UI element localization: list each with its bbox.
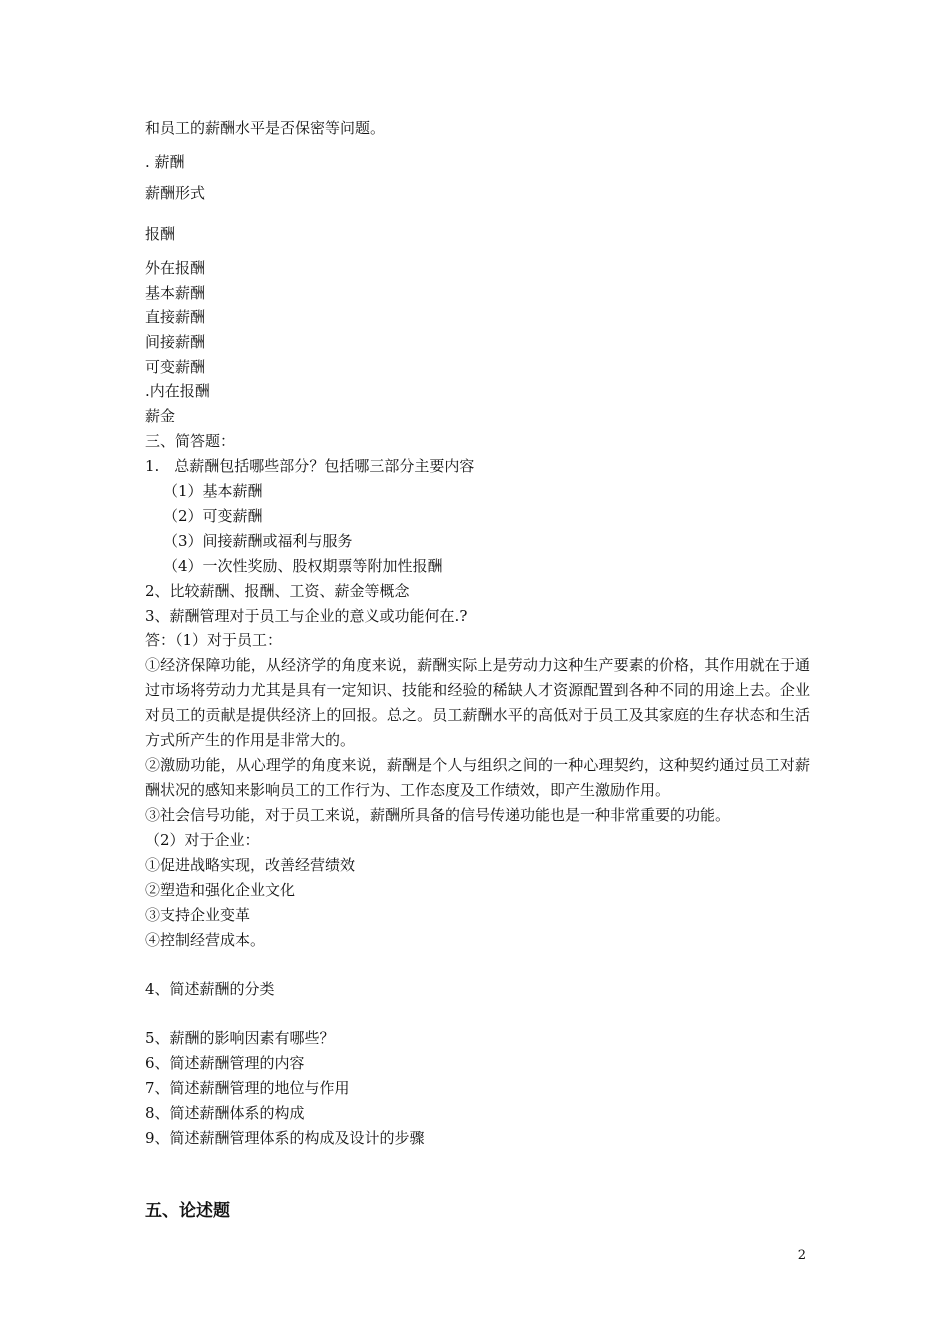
text-line: 外在报酬 [145, 259, 206, 277]
answer-item: （3）间接薪酬或福利与服务 [163, 532, 353, 550]
text-line: ②塑造和强化企业文化 [145, 881, 296, 899]
text-line: 和员工的薪酬水平是否保密等问题。 [145, 119, 386, 137]
text-line: ①促进战略实现，改善经营绩效 [145, 856, 356, 874]
text-line: 直接薪酬 [145, 308, 206, 326]
question-6: 6、简述薪酬管理的内容 [145, 1054, 305, 1072]
answer-item: （4）一次性奖励、股权期票等附加性报酬 [163, 557, 443, 575]
answer-paragraph-1: ①经济保障功能，从经济学的角度来说，薪酬实际上是劳动力这种生产要素的价格，其作用就在于通过市场将劳动力尤其是具有一定知识、技能和经验的稀缺人才资源配置到各种不同的用途上去。企业对员工的贡献是提供经济上的回报。总之。员工薪酬水平的高低对于员工及其家庭的生存状态和生活方式所产生的作用是非常大的。 [145, 656, 810, 749]
question-3: 3、薪酬管理对于员工与企业的意义或功能何在.? [145, 607, 468, 625]
question-2: 2、比较薪酬、报酬、工资、薪金等概念 [145, 582, 410, 600]
text-line: ③社会信号功能，对于员工来说，薪酬所具备的信号传递功能也是一种非常重要的功能。 [145, 806, 731, 824]
question-1: 1. 总薪酬包括哪些部分？包括哪三部分主要内容 [145, 457, 475, 475]
question-9: 9、简述薪酬管理体系的构成及设计的步骤 [145, 1129, 425, 1147]
answer-heading: 答：（1）对于员工： [145, 631, 283, 649]
text-line: ④控制经营成本。 [145, 931, 266, 949]
page-number: 2 [797, 1248, 806, 1263]
answer-heading: （2）对于企业： [145, 831, 260, 849]
text-line: 薪酬形式 [145, 184, 206, 202]
answer-paragraph-2: ②激励功能，从心理学的角度来说，薪酬是个人与组织之间的一种心理契约，这种契约通过员工对薪酬状况的感知来影响员工的工作行为、工作态度及工作绩效，即产生激励作用。 [145, 756, 810, 799]
question-5: 5、薪酬的影响因素有哪些？ [145, 1029, 335, 1047]
text-line: . 薪酬 [145, 153, 185, 171]
question-4: 4、简述薪酬的分类 [145, 980, 275, 998]
section-label: 三、简答题： [145, 432, 236, 450]
text-line: .内在报酬 [145, 382, 210, 400]
text-line: ③支持企业变革 [145, 906, 251, 924]
text-line: 薪金 [145, 407, 176, 425]
text-line: 可变薪酬 [145, 358, 206, 376]
text-line: 报酬 [145, 225, 176, 243]
answer-item: （1）基本薪酬 [163, 482, 263, 500]
section-heading: 五、论述题 [145, 1201, 230, 1221]
question-8: 8、简述薪酬体系的构成 [145, 1104, 305, 1122]
question-7: 7、简述薪酬管理的地位与作用 [145, 1079, 350, 1097]
text-line: 间接薪酬 [145, 333, 206, 351]
answer-item: （2）可变薪酬 [163, 507, 263, 525]
text-line: 基本薪酬 [145, 284, 206, 302]
